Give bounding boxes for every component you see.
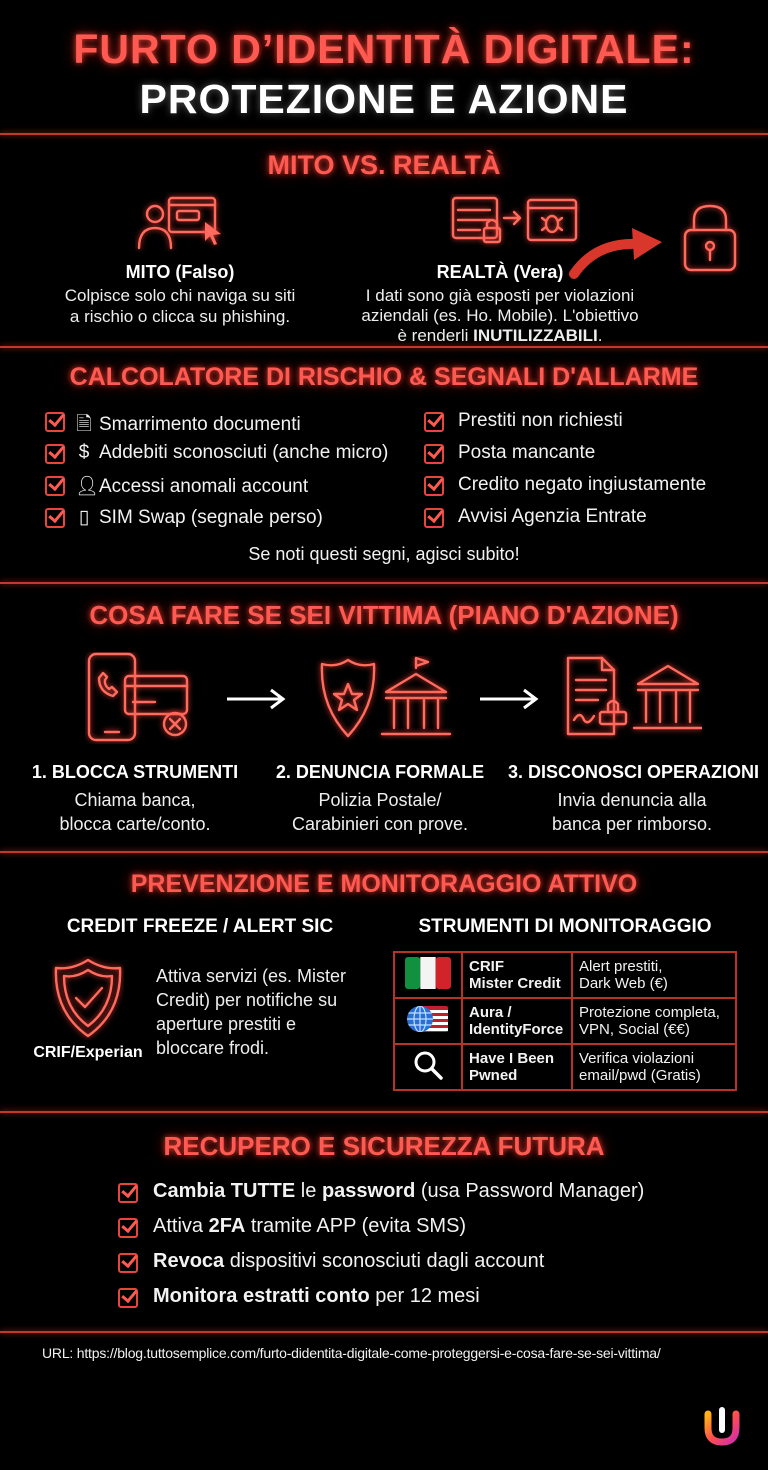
myth-heading: MITO VS. REALTÀ (267, 150, 501, 180)
checkbox-icon (45, 476, 65, 496)
recovery-text: per 12 mesi (369, 1285, 480, 1307)
risk-item (75, 442, 388, 464)
recovery-item (153, 1180, 644, 1203)
recovery-bold: Monitora estratti conto (153, 1285, 370, 1307)
divider (0, 1111, 768, 1113)
source-url[interactable]: URL: https://blog.tuttosemplice.com/furto-didentita-digitale-come-proteggersi-e-cosa-fare-se-sei-vittima/ (42, 1345, 661, 1361)
risk-item (75, 410, 301, 442)
checkbox-icon (424, 476, 444, 496)
recovery-heading: RECUPERO E SICUREZZA FUTURA (163, 1131, 605, 1161)
recovery-bold: Cambia TUTTE (153, 1180, 296, 1202)
recovery-text: tramite APP (evita SMS) (245, 1215, 467, 1237)
brand-logo-icon (702, 1406, 742, 1446)
tool-name: Have I Been (469, 1050, 555, 1067)
title-line-2: PROTEZIONE E AZIONE (139, 76, 629, 122)
search-icon (411, 1049, 445, 1081)
tool-desc: email/pwd (Gratis) (579, 1067, 701, 1084)
divider (0, 346, 768, 348)
tool-name: Pwned (469, 1067, 518, 1084)
recovery-text: dispositivi sconosciuti dagli account (224, 1250, 545, 1272)
step-1-desc (20, 788, 250, 836)
risk-item (75, 474, 308, 498)
padlock-icon (680, 200, 740, 276)
step-desc-line: Invia denuncia alla (557, 790, 707, 810)
curved-arrow-icon (566, 222, 676, 282)
risk-item (75, 506, 323, 529)
table-cell (572, 952, 736, 998)
tool-desc: Dark Web (€) (579, 975, 668, 992)
checkbox-icon (424, 444, 444, 464)
table-cell (462, 1044, 572, 1090)
dollar-icon: $ (78, 442, 90, 463)
reality-text-2: aziendali (es. Ho. Mobile). L'obiettivo (361, 306, 639, 325)
checkbox-icon (45, 508, 65, 528)
tool-name: Mister Credit (469, 975, 561, 992)
step-3-title: 3. DISCONOSCI OPERAZIONI (508, 762, 760, 782)
reality-text-1: I dati sono già esposti per violazioni (365, 286, 635, 305)
risk-item: Avvisi Agenzia Entrate (458, 506, 647, 527)
tool-desc: Verifica violazioni (579, 1050, 695, 1067)
shield-check-icon (52, 956, 124, 1040)
document-bank-icon (562, 654, 702, 740)
table-cell (462, 998, 572, 1044)
arrow-right-icon (225, 688, 287, 710)
freeze-title: CREDIT FREEZE / ALERT SIC (66, 916, 334, 937)
action-heading: COSA FARE SE SEI VITTIMA (PIANO D'AZIONE) (89, 600, 679, 630)
table-cell (572, 998, 736, 1044)
freeze-text (156, 964, 346, 1060)
recovery-item (153, 1285, 480, 1308)
table-row (394, 998, 736, 1044)
table-cell (462, 952, 572, 998)
checkbox-icon (118, 1253, 138, 1273)
recovery-text: le (295, 1180, 322, 1202)
risk-item-label: Smarrimento documenti (99, 414, 301, 435)
title-line-1: FURTO D’IDENTITÀ DIGITALE: (73, 26, 695, 72)
table-row (394, 952, 736, 998)
recovery-bold: 2FA (208, 1215, 246, 1237)
table-cell (572, 1044, 736, 1090)
risk-item-label: Accessi anomali account (99, 476, 309, 497)
table-row (394, 1044, 736, 1090)
data-breach-icon (450, 194, 580, 250)
divider (0, 582, 768, 584)
risk-heading: CALCOLATORE DI RISCHIO & SEGNALI D'ALLARME (69, 363, 699, 391)
step-desc-line: Carabinieri con prove. (291, 814, 469, 834)
table-cell (394, 1044, 462, 1090)
document-icon: 🗎 (76, 414, 92, 435)
step-1-title: 1. BLOCCA STRUMENTI (31, 762, 239, 782)
divider (0, 1331, 768, 1333)
divider (0, 133, 768, 135)
checkbox-icon (118, 1183, 138, 1203)
recovery-item (153, 1215, 466, 1238)
tool-name: Aura / (469, 1004, 512, 1021)
tool-desc: Alert prestiti, (579, 958, 663, 975)
freeze-text-line: bloccare frodi. (156, 1038, 270, 1058)
freeze-text-line: aperture prestiti e (156, 1014, 297, 1034)
step-desc-line: Polizia Postale/ (318, 790, 442, 810)
risk-item: Prestiti non richiesti (458, 410, 623, 431)
risk-item: Credito negato ingiustamente (458, 474, 707, 495)
checkbox-icon (118, 1288, 138, 1308)
checkbox-icon (424, 508, 444, 528)
tool-name: IdentityForce (469, 1021, 564, 1038)
recovery-text: Attiva (153, 1215, 209, 1237)
us-globe-icon (406, 1003, 450, 1035)
freeze-caption: CRIF/Experian (33, 1044, 143, 1061)
risk-item-label: Addebiti sconosciuti (anche micro) (99, 442, 389, 463)
checkbox-icon (424, 412, 444, 432)
table-cell (394, 952, 462, 998)
recovery-text: (usa Password Manager) (415, 1180, 645, 1202)
reality-text-3c: . (597, 326, 603, 345)
step-desc-line: blocca carte/conto. (59, 814, 211, 834)
italy-flag-icon (405, 957, 451, 989)
tools-table (393, 951, 737, 1091)
prevention-heading: PREVENZIONE E MONITORAGGIO ATTIVO (130, 870, 638, 898)
tools-title: STRUMENTI DI MONITORAGGIO (418, 916, 712, 937)
phone-icon: ▯ (78, 507, 90, 528)
freeze-text-line: Attiva servizi (es. Mister (156, 966, 347, 986)
risk-item-label: SIM Swap (segnale perso) (99, 507, 323, 528)
table-cell (394, 998, 462, 1044)
recovery-item (153, 1250, 544, 1273)
step-2-title: 2. DENUNCIA FORMALE (275, 762, 485, 782)
risk-item: Posta mancante (458, 442, 596, 463)
reality-text-emphasis: INUTILIZZABILI (473, 326, 598, 345)
recovery-bold: password (321, 1180, 416, 1202)
risk-footer: Se noti questi segni, agisci subito! (248, 544, 520, 564)
myth-text-1: Colpisce solo chi naviga su siti (64, 286, 296, 305)
step-desc-line: banca per rimborso. (551, 814, 713, 834)
tool-name: CRIF (469, 958, 504, 975)
reality-text-3 (345, 326, 655, 346)
tool-desc: Protezione completa, (579, 1004, 720, 1021)
phone-card-icon (85, 652, 193, 744)
checkbox-icon (45, 412, 65, 432)
arrow-right-icon (478, 688, 540, 710)
reality-title: REALTÀ (Vera) (436, 262, 564, 282)
tool-desc: VPN, Social (€€) (579, 1021, 690, 1038)
reality-text-3a: è renderli (397, 326, 474, 345)
checkbox-icon (118, 1218, 138, 1238)
step-3-desc (508, 788, 756, 836)
hacker-computer-icon (135, 192, 227, 252)
myth-title: MITO (Falso) (125, 262, 235, 282)
police-badge-icon (310, 656, 460, 742)
divider (0, 851, 768, 853)
myth-text-2: a rischio o clicca su phishing. (69, 307, 291, 326)
step-desc-line: Chiama banca, (74, 790, 196, 810)
recovery-bold: Revoca (153, 1250, 225, 1272)
checkbox-icon (45, 444, 65, 464)
user-icon: 👤︎ (75, 476, 100, 497)
step-2-desc (265, 788, 495, 836)
freeze-text-line: Credit) per notifiche su (156, 990, 338, 1010)
